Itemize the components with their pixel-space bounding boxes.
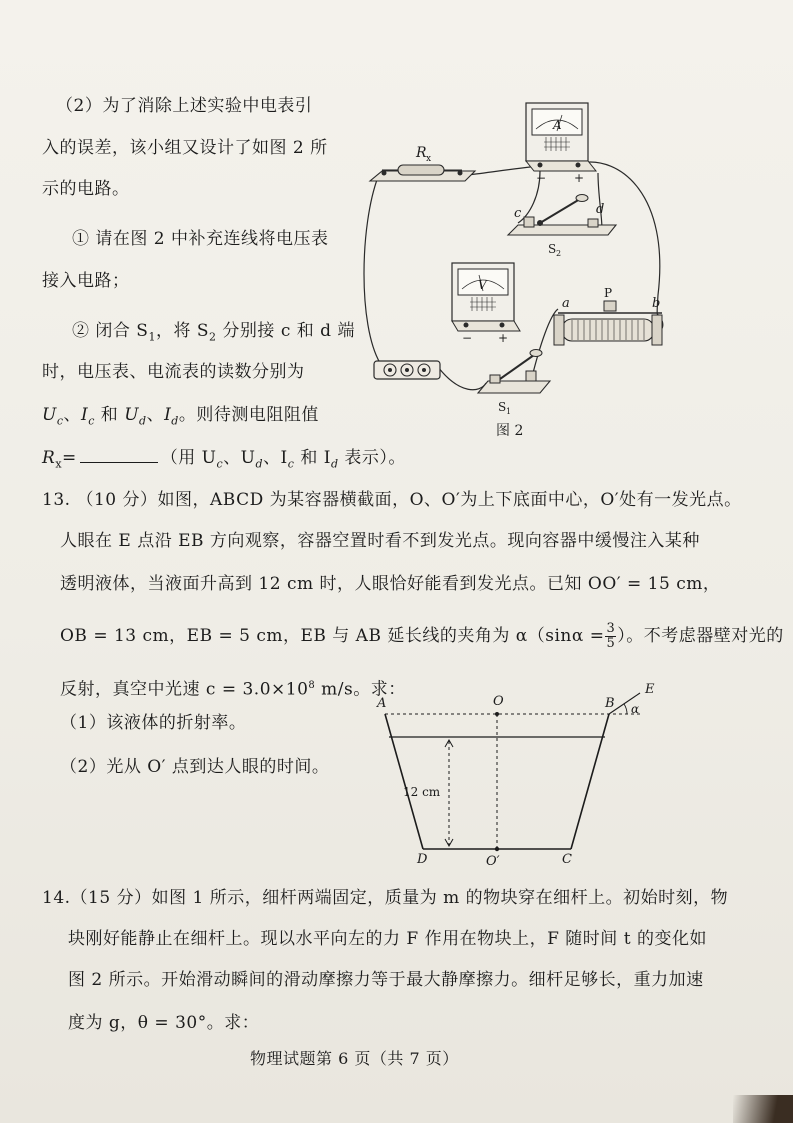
- part2-task1-line1: ① 请在图 2 中补充连线将电压表: [72, 229, 329, 249]
- label-b: b: [652, 296, 661, 311]
- label-O-prime: O′: [486, 854, 500, 868]
- page-footer: 物理试题第 6 页（共 7 页）: [250, 1049, 459, 1068]
- part2-intro-line1: （2）为了消除上述实验中电表引: [56, 96, 313, 116]
- label-rx: R: [416, 145, 427, 161]
- q13-line5: 反射，真空中光速 $c = 3.0\times 10^8$ m/s。求：: [60, 679, 406, 700]
- label-alpha: α: [631, 702, 640, 716]
- ammeter-minus: −: [536, 171, 547, 185]
- label-A: A: [377, 696, 387, 711]
- label-s2-sub: 2: [556, 249, 562, 258]
- q14-line3: 图 2 所示。开始滑动瞬间的滑动摩擦力等于最大静摩擦力。细杆足够长，重力加速: [68, 970, 704, 990]
- label-rx-sub: x: [426, 154, 432, 164]
- q14-line1: 14.（15 分）如图 1 所示，细杆两端固定，质量为 m 的物块穿在细杆上。初始时刻，物: [42, 888, 729, 908]
- part2-answer-line: $R_x=$ （用 $U_c$、$U_d$、$I_c$ 和 $I_d$ 表示）。: [42, 448, 406, 471]
- label-E: E: [645, 683, 655, 697]
- switch-s2: [508, 195, 616, 259]
- ammeter-plus: +: [574, 171, 585, 185]
- rheostat: [554, 286, 662, 345]
- alpha-arc: [624, 704, 627, 714]
- switch-s1: [478, 350, 550, 417]
- ammeter: [526, 103, 596, 185]
- label-C: C: [562, 852, 572, 867]
- page-shadow-edge: [733, 1095, 793, 1123]
- q13-sub2: （2）光从 O′ 点到达人眼的时间。: [60, 757, 330, 777]
- q14-line4: 度为 g，θ = 30°。求：: [68, 1013, 260, 1033]
- wire-left: [364, 177, 380, 363]
- part2-task2-line3: $U_c$、$I_c$ 和 $U_d$、$I_d$。则待测电阻阻值: [42, 405, 319, 428]
- ammeter-label: A: [553, 118, 562, 132]
- part2-intro-line3: 示的电路。: [42, 179, 130, 199]
- label-s1-sub: 1: [506, 407, 512, 416]
- wall-bc: [571, 714, 609, 849]
- q13-line2: 人眼在 E 点沿 EB 方向观察，容器空置时看不到发光点。现向容器中缓慢注入某种: [60, 531, 700, 551]
- wire-ammeter-right: [580, 162, 660, 317]
- part2-intro-line2: 入的误差，该小组又设计了如图 2 所: [42, 138, 328, 158]
- wire-battery-s1: [438, 367, 486, 390]
- label-a: a: [562, 296, 570, 311]
- q14-line2: 块刚好能静止在细杆上。现以水平向左的力 F 作用在物块上，F 随时间 t 的变化如: [68, 929, 707, 949]
- label-d: d: [596, 202, 605, 217]
- q13-sub1: （1）该液体的折射率。: [60, 713, 247, 733]
- part2-task2-line1: ② 闭合 $S_1$，将 $S_2$ 分别接 c 和 d 端: [72, 321, 355, 344]
- part2-task1-line2: 接入电路；: [42, 271, 130, 291]
- q13-line4: OB = 13 cm，EB = 5 cm，EB 与 AB 延长线的夹角为 α（sinα = $\frac{3}{5}$ ）。不考虑器壁对光的: [60, 621, 784, 651]
- label-s2: S: [548, 242, 557, 256]
- label-O: O: [493, 694, 504, 709]
- label-depth: 12 cm: [403, 785, 441, 799]
- voltmeter-label: V: [478, 278, 487, 292]
- battery: [374, 361, 440, 379]
- part2-task2-line2: 时，电压表、电流表的读数分别为: [42, 362, 305, 382]
- q13-line1: 13. （10 分）如图，ABCD 为某容器横截面，O、O′为上下底面中心，O′处有一发光点。: [42, 490, 742, 510]
- answer-blank[interactable]: [80, 446, 158, 463]
- figure2-circuit: [340, 95, 700, 445]
- figure2-caption: 图 2: [496, 423, 524, 439]
- voltmeter: [452, 263, 520, 345]
- sin-alpha-fraction: $\frac{3}{5}$: [606, 621, 616, 651]
- voltmeter-plus: +: [498, 331, 509, 345]
- label-B: B: [605, 696, 615, 711]
- label-s1: S: [498, 400, 507, 414]
- wall-ad: [385, 714, 423, 849]
- label-c: c: [514, 206, 522, 221]
- q13-line3: 透明液体，当液面升高到 12 cm 时，人眼恰好能看到发光点。已知 OO′ = 15 cm，: [60, 574, 721, 594]
- label-D: D: [417, 852, 428, 867]
- resistor-rx: [370, 145, 475, 181]
- voltmeter-minus: −: [462, 331, 473, 345]
- label-p: P: [604, 286, 613, 300]
- figure13-container: [365, 683, 675, 868]
